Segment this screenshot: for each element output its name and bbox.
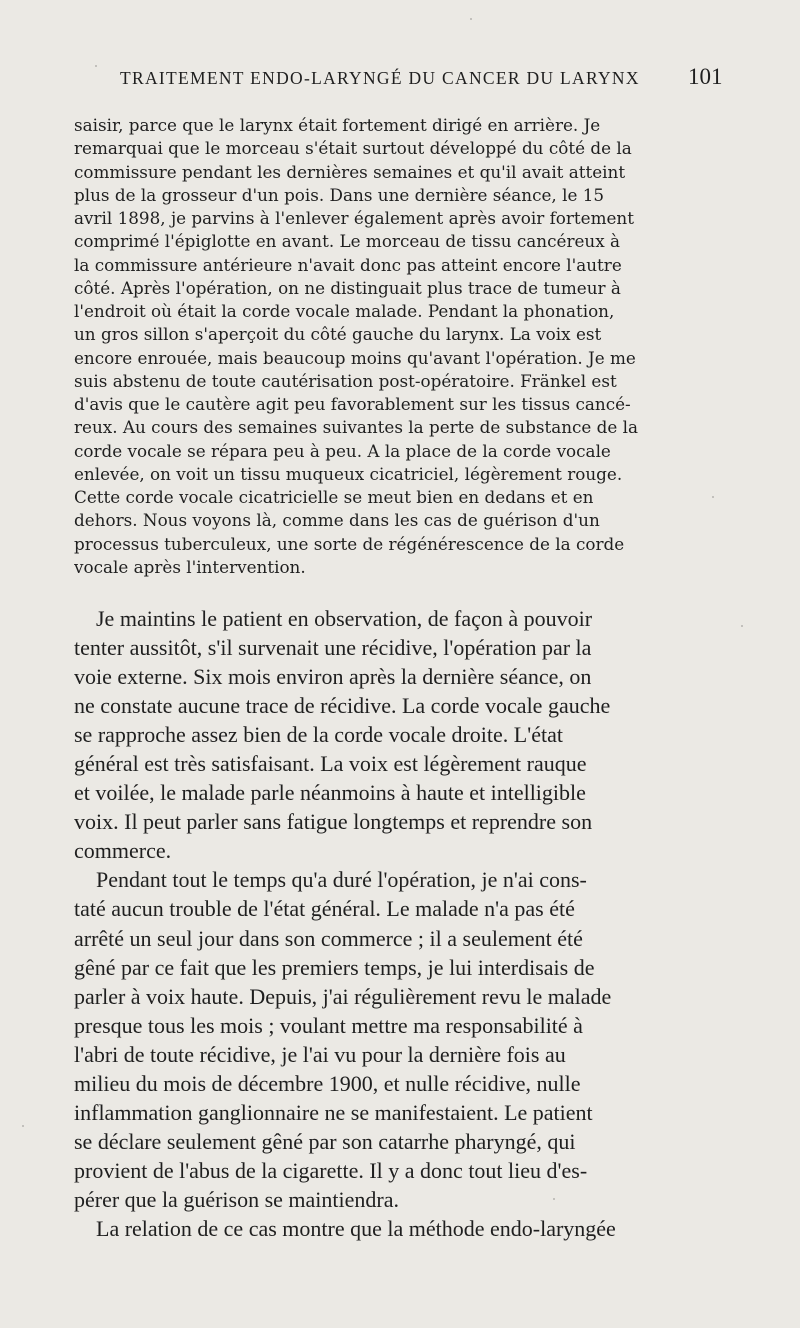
paper-speck (741, 625, 743, 627)
text-line: parler à voix haute. Depuis, j'ai régulièrement revu le malade (74, 983, 612, 1009)
paper-speck (553, 1198, 555, 1200)
text-line: dehors. Nous voyons là, comme dans les cas de guérison d'un (74, 510, 600, 531)
text-line: voie externe. Six mois environ après la dernière séance, on (74, 664, 592, 690)
paper-speck (470, 18, 472, 20)
text-line: milieu du mois de décembre 1900, et nulle récidive, nulle (74, 1070, 581, 1096)
text-line: Pendant tout le temps qu'a duré l'opération, je n'ai cons- (96, 867, 587, 893)
page-number: 101 (688, 64, 723, 89)
text-line: tenter aussitôt, s'il survenait une récidive, l'opération par la (74, 635, 592, 661)
paragraph-small-print (74, 114, 728, 579)
text-line: l'abri de toute récidive, je l'ai vu pour la dernière fois au (74, 1041, 566, 1067)
paragraph-2 (74, 604, 728, 865)
text-line: commissure pendant les dernières semaines et qu'il avait atteint (74, 161, 626, 182)
text-line: un gros sillon s'aperçoit du côté gauche du larynx. La voix est (74, 324, 602, 345)
text-line: se déclare seulement gêné par son catarrhe pharyngé, qui (74, 1128, 576, 1154)
text-line: la commissure antérieure n'avait donc pas atteint encore l'autre (74, 254, 622, 275)
text-line: voix. Il peut parler sans fatigue longtemps et reprendre son (74, 809, 593, 835)
text-line: provient de l'abus de la cigarette. Il y a donc tout lieu d'es- (74, 1157, 588, 1183)
paper-speck (712, 496, 714, 498)
text-line: processus tuberculeux, une sorte de régénérescence de la corde (74, 533, 625, 554)
text-line: taté aucun trouble de l'état général. Le malade n'a pas été (74, 896, 575, 922)
text-line: et voilée, le malade parle néanmoins à haute et intelligible (74, 780, 586, 806)
text-line: encore enrouée, mais beaucoup moins qu'avant l'opération. Je me (74, 347, 636, 368)
text-line: presque tous les mois ; voulant mettre ma responsabilité à (74, 1012, 583, 1038)
text-line: comprimé l'épiglotte en avant. Le morceau de tissu cancéreux à (74, 231, 621, 252)
paragraph-3 (74, 865, 728, 1214)
text-line: Cette corde vocale cicatricielle se meut bien en dedans et en (74, 487, 594, 507)
text-line: général est très satisfaisant. La voix est légèrement rauque (74, 751, 587, 777)
text-line: enlevée, on voit un tissu muqueux cicatriciel, légèrement rouge. (74, 463, 623, 484)
text-line: ne constate aucune trace de récidive. La corde vocale gauche (74, 693, 611, 719)
text-line: l'endroit où était la corde vocale malade. Pendant la phonation, (74, 301, 615, 321)
text-line: corde vocale se répara peu à peu. A la place de la corde vocale (74, 440, 611, 461)
running-title: TRAITEMENT ENDO-LARYNGÉ DU CANCER DU LARYNX (120, 68, 640, 88)
text-line: commerce. (74, 838, 172, 864)
text-line: côté. Après l'opération, on ne distinguait plus trace de tumeur à (74, 277, 621, 298)
text-line: La relation de ce cas montre que la méthode endo-laryngée (96, 1215, 616, 1241)
paper-speck (95, 65, 97, 67)
text-line: saisir, parce que le larynx était fortement dirigé en arrière. Je (74, 115, 601, 135)
paper-speck (22, 1125, 24, 1127)
text-line: inflammation ganglionnaire ne se manifestaient. Le patient (74, 1099, 593, 1125)
text-line: gêné par ce fait que les premiers temps, je lui interdisais de (74, 954, 595, 980)
text-line: arrêté un seul jour dans son commerce ; il a seulement été (74, 925, 583, 951)
text-line: d'avis que le cautère agit peu favorablement sur les tissus cancé- (74, 394, 631, 414)
text-line: vocale après l'intervention. (74, 556, 306, 577)
page-header (0, 62, 800, 96)
text-line: reux. Au cours des semaines suivantes la perte de substance de la (74, 417, 639, 438)
main-body-text (74, 604, 728, 1243)
paragraph-1 (74, 114, 728, 579)
paragraph-4 (74, 1214, 728, 1243)
text-line: remarquai que le morceau s'était surtout développé du côté de la (74, 138, 632, 159)
text-line: suis abstenu de toute cautérisation post-opératoire. Fränkel est (74, 370, 617, 391)
text-line: plus de la grosseur d'un pois. Dans une dernière séance, le 15 (74, 184, 605, 205)
text-line: pérer que la guérison se maintiendra. (74, 1186, 399, 1212)
text-line: se rapproche assez bien de la corde vocale droite. L'état (74, 722, 563, 748)
text-line: avril 1898, je parvins à l'enlever également après avoir fortement (74, 208, 634, 228)
text-line: Je maintins le patient en observation, de façon à pouvoir (96, 606, 593, 631)
